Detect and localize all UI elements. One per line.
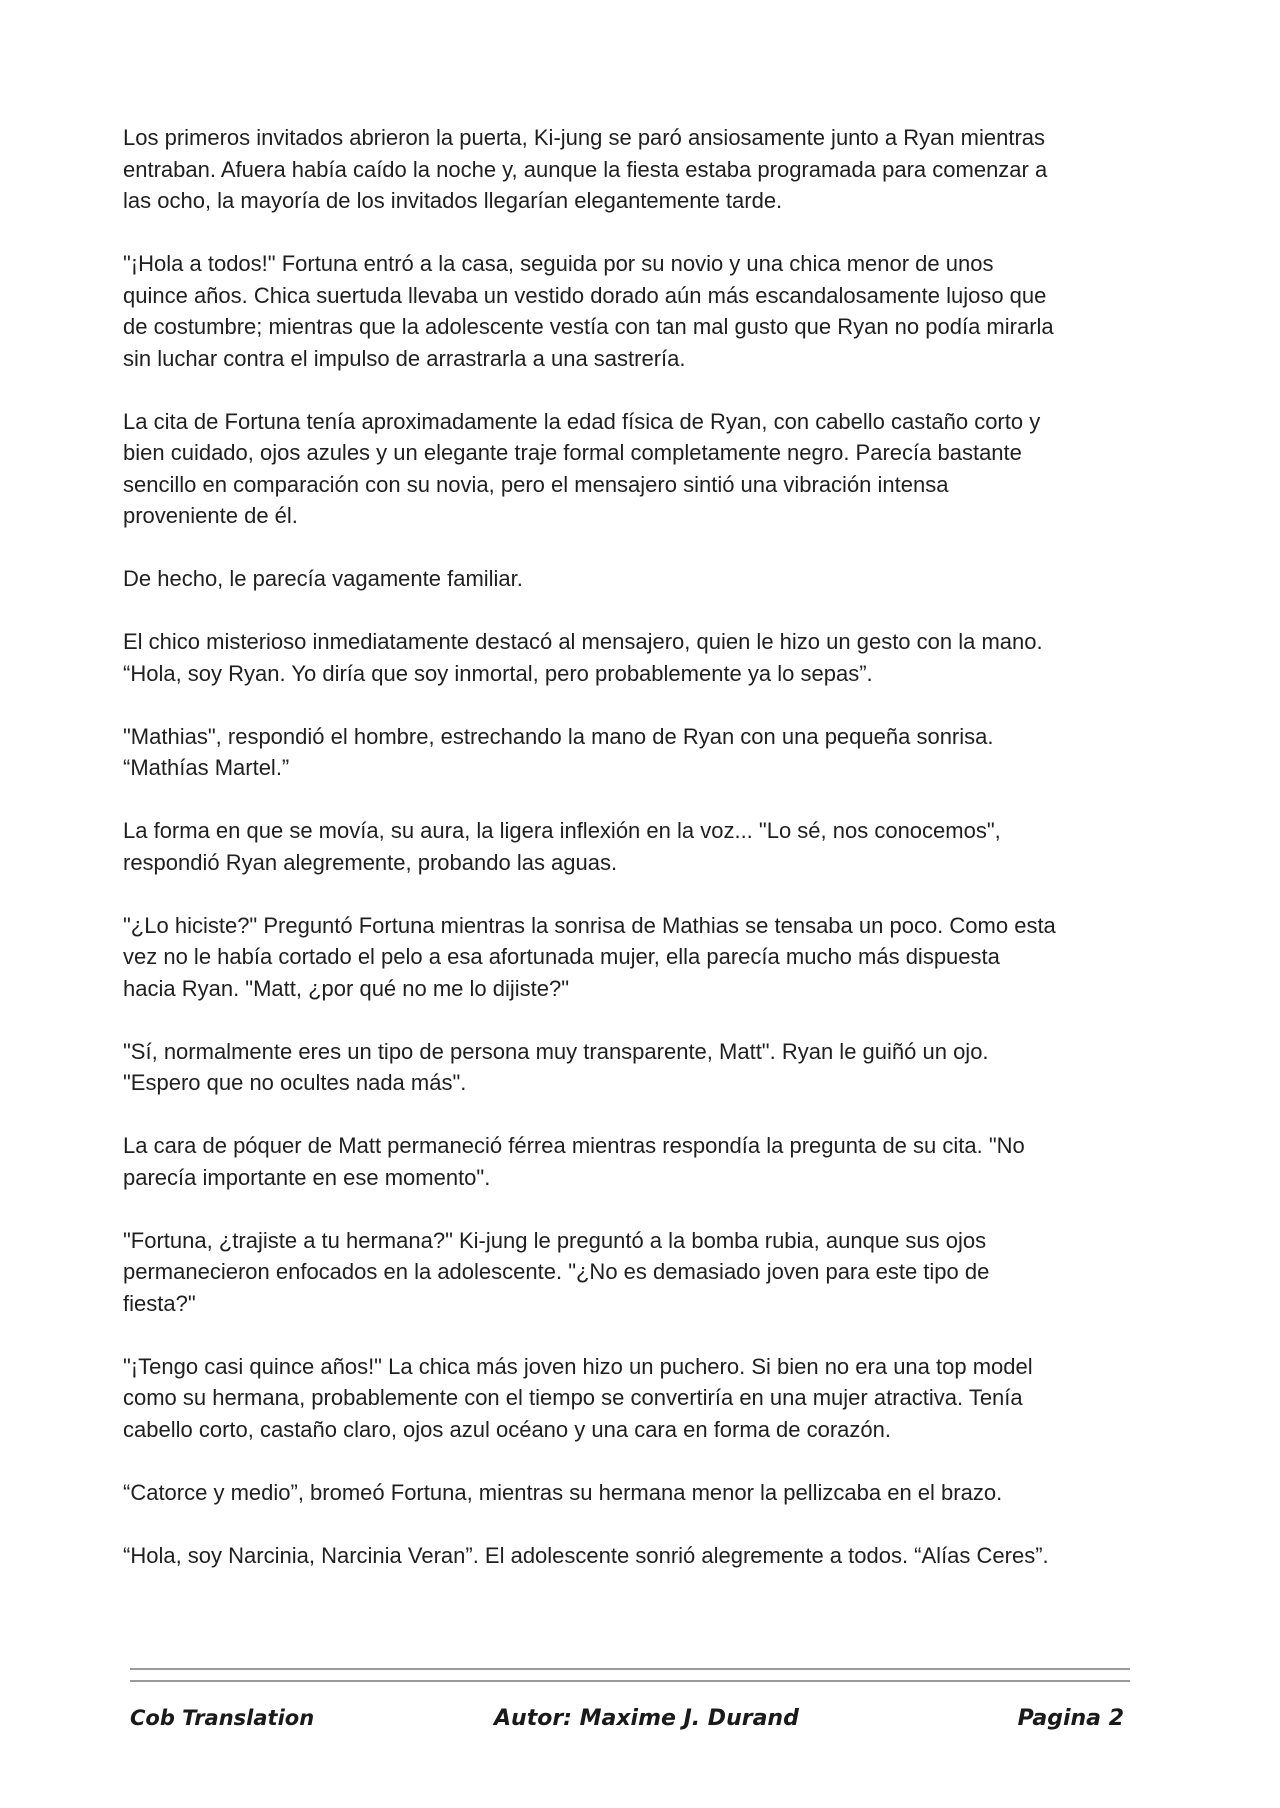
page-footer [130,1706,1130,1740]
paragraph-8: "¿Lo hiciste?" Preguntó Fortuna mientras la sonrisa de Mathias se tensaba un poco. Como esta vez no le había cortado el pelo a esa afortunada mujer, ella parecía mucho más dispuesta hacia Ryan. "Matt, ¿por qué no me lo dijiste?" [123,912,1056,1001]
paragraph-1: Los primeros invitados abrieron la puerta, Ki-jung se paró ansiosamente junto a Ryan mientras entraban. Afuera había caído la noche y, aunque la fiesta estaba programada para comenzar a las ocho, la mayoría de los invitados llegarían elegantemente tarde. [123,125,1048,213]
footer-translator: Cob Translation [130,1706,315,1730]
paragraph-3: La cita de Fortuna tenía aproximadamente la edad física de Ryan, con cabello castaño corto y bien cuidado, ojos azules y un elegante traje formal completamente negro. Parecía bastante sencillo en comparación con su novia, pero el mensajero sintió una vibración intensa proveniente de él. [123,408,1041,528]
footer-divider-bottom [130,1680,1130,1682]
paragraph-10: La cara de póquer de Matt permaneció férrea mientras respondía la pregunta de su cita. "No parecía importante en ese momento". [123,1133,1025,1190]
page-body [123,122,1163,1603]
footer-page-number: Pagina 2 [1017,1706,1124,1731]
paragraph-2: "¡Hola a todos!" Fortuna entró a la casa, seguida por su novio y una chica menor de unos quince años. Chica suertuda llevaba un vestido dorado aún más escandalosamente lujoso que de costumbre; mientras que la adolescente vestía con tan mal gusto que Ryan no podía mirarla sin luchar contra el impulso de arrastrarla a una sastrería. [123,251,1054,371]
footer-author: Autor: Maxime J. Durand [494,1706,799,1731]
paragraph-6: "Mathias", respondió el hombre, estrechando la mano de Ryan con una pequeña sonrisa. “Mathías Martel.” [123,723,994,780]
paragraph-9: "Sí, normalmente eres un tipo de persona muy transparente, Matt". Ryan le guiñó un ojo. "Espero que no ocultes nada más". [123,1038,989,1095]
paragraph-11: "Fortuna, ¿trajiste a tu hermana?" Ki-jung le preguntó a la bomba rubia, aunque sus ojos permanecieron enfocados en la adolescente. "¿No es demasiado joven para este tipo de fiesta?" [123,1227,990,1316]
paragraph-13: “Catorce y medio”, bromeó Fortuna, mientras su hermana menor la pellizcaba en el brazo. [123,1479,1003,1505]
paragraph-4: De hecho, le parecía vagamente familiar. [123,566,523,591]
paragraph-7: La forma en que se movía, su aura, la ligera inflexión en la voz... "Lo sé, nos conocemos", respondió Ryan alegremente, probando las aguas. [123,818,1001,875]
paragraph-5: El chico misterioso inmediatamente destacó al mensajero, quien le hizo un gesto con la mano. “Hola, soy Ryan. Yo diría que soy inmortal, pero probablemente ya lo sepas”. [123,629,1043,686]
paragraph-14: “Hola, soy Narcinia, Narcinia Veran”. El adolescente sonrió alegremente a todos. “Alías Ceres”. [123,1542,1049,1568]
paragraph-12: "¡Tengo casi quince años!" La chica más joven hizo un puchero. Si bien no era una top model como su hermana, probablemente con el tiempo se convertiría en una mujer atractiva. Tenía cabello corto, castaño claro, ojos azul océano y una cara en forma de corazón. [123,1353,1033,1442]
footer-divider-top [130,1668,1130,1670]
